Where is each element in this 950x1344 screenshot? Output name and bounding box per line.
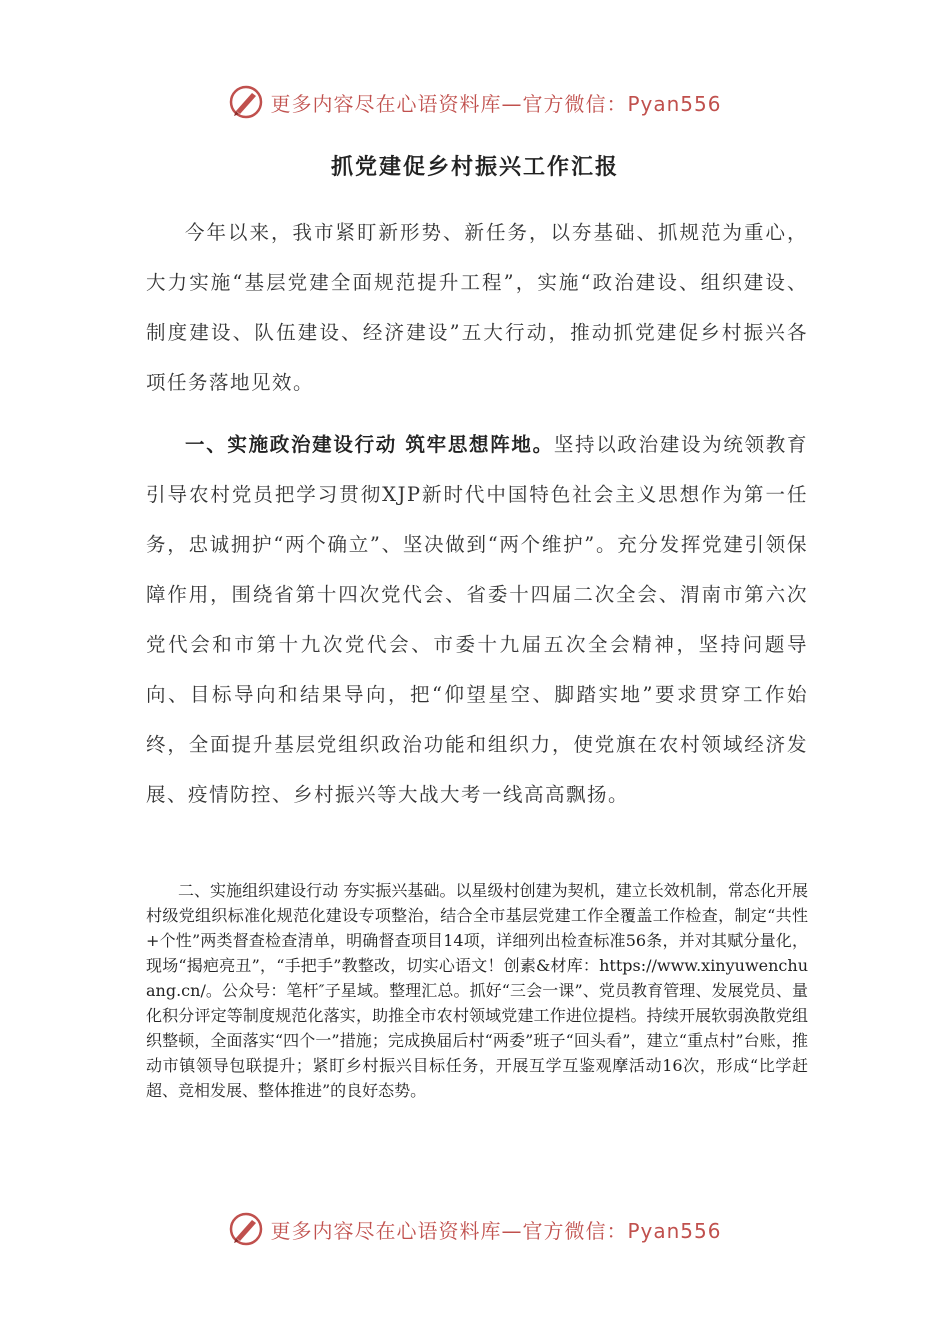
intro-paragraph: 今年以来，我市紧盯新形势、新任务，以夯基础、抓规范为重心，大力实施“基层党建全面规范提升工程”，实施“政治建设、组织建设、制度建设、队伍建设、经济建设”五大行动，推动抓党建促乡村振兴各项任务落地见效。 [146, 221, 808, 394]
banner-text: 更多内容尽在心语资料库—官方微信：Pyan556 [270, 91, 722, 116]
section1-body: 坚持以政治建设为统领教育引导农村党员把学习贯彻XJP新时代中国特色社会主义思想作为第一任务，忠诚拥护“两个确立”、坚决做到“两个维护”。充分发挥党建引领保障作用，围绕省第十四次党代会、省委十四届二次全会、渭南市第六次党代会和市第十九次党代会、市委十九届五次全会精神，坚持问题导向、目标导向和结果导向，把“仰望星空、脚踏实地”要求贯穿工作始终，全面提升基层党组织政治功能和组织力，使党旗在农村领域经济发展、疫情防控、乡村振兴等大战大考一线高高飘扬。 [146, 433, 808, 806]
section1-heading: 一、实施政治建设行动 筑牢思想阵地。 [185, 433, 554, 456]
pen-circle-icon [228, 1211, 264, 1247]
section2-paragraph: 二、实施组织建设行动 夯实振兴基础。以星级村创建为契机，建立长效机制，常态化开展村级党组织标准化规范化建设专项整治，结合全市基层党建工作全覆盖工作检查，制定“共性+个性”两类督查检查清单，明确督查项目14项，详细列出检查标准56条，并对其赋分量化，现场“揭疤亮丑”，“手把手”教整改，切实心语文！创素&材库：https://www.xinyuwenchuang.cn/。公众号：笔杆″子星域。整理汇总。抓好“三会一课”、党员教育管理、发展党员、量化积分评定等制度规范化落实，助推全市农村领域党建工作进位提档。持续开展软弱涣散党组织整顿，全面落实“四个一”措施；完成换届后村“两委”班子“回头看”，建立“重点村”台账，推动市镇领导包联提升；紧盯乡村振兴目标任务，开展互学互鉴观摩活动16次，形成“比学赶超、竞相发展、整体推进”的良好态势。 [146, 881, 808, 1100]
document-title: 抓党建促乡村振兴工作汇报 [330, 154, 619, 180]
section1-paragraph [146, 420, 808, 820]
footer-banner [0, 1209, 950, 1249]
banner-text: 更多内容尽在心语资料库—官方微信：Pyan556 [270, 1218, 722, 1243]
header-banner [0, 82, 950, 122]
pen-circle-icon [228, 84, 264, 120]
